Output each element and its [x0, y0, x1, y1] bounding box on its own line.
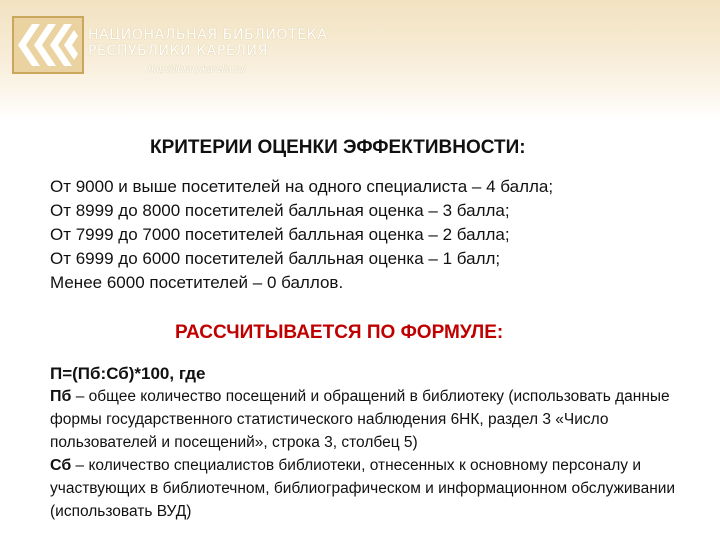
definition-pb: [50, 385, 715, 454]
definition-term: Сб: [50, 457, 72, 474]
criteria-item: От 6999 до 6000 посетителей балльная оценка – 1 балл;: [50, 249, 501, 268]
library-logo-icon: [12, 16, 84, 74]
criteria-item: От 9000 и выше посетителей на одного специалиста – 4 балла;: [50, 177, 554, 196]
criteria-title: КРИТЕРИИ ОЦЕНКИ ЭФФЕКТИВНОСТИ:: [150, 137, 526, 158]
formula-expression: П=(Пб:Сб)*100, где: [50, 364, 206, 383]
definition-text: – количество специалистов библиотеки, отнесенных к основному персоналу и участвующих в библиотечном, библиографическом и информационном обслуживании (использовать ВУД): [50, 457, 676, 520]
criteria-item: Менее 6000 посетителей – 0 баллов.: [50, 273, 344, 292]
formula-block: [50, 362, 715, 523]
definition-text: – общее количество посещений и обращений в библиотеку (использовать данные формы государственного статистического наблюдения 6НК, раздел 3 «Число пользователей и посещений», строка 3, столбец 5): [50, 388, 670, 451]
library-name-line1: НАЦИОНАЛЬНАЯ БИБЛИОТЕКА: [88, 27, 328, 43]
criteria-list: [50, 175, 553, 295]
header-banner: [0, 0, 720, 120]
library-name: [88, 27, 327, 59]
formula-title: РАССЧИТЫВАЕТСЯ ПО ФОРМУЛЕ:: [175, 322, 504, 343]
library-url-link[interactable]: http://library.karelia.ru/: [148, 64, 247, 75]
definition-sb: [50, 454, 715, 523]
criteria-item: От 8999 до 8000 посетителей балльная оценка – 3 балла;: [50, 201, 510, 220]
criteria-item: От 7999 до 7000 посетителей балльная оценка – 2 балла;: [50, 225, 510, 244]
library-name-line2: РЕСПУБЛИКИ КАРЕЛИЯ: [88, 43, 268, 59]
definition-term: Пб: [50, 388, 72, 405]
